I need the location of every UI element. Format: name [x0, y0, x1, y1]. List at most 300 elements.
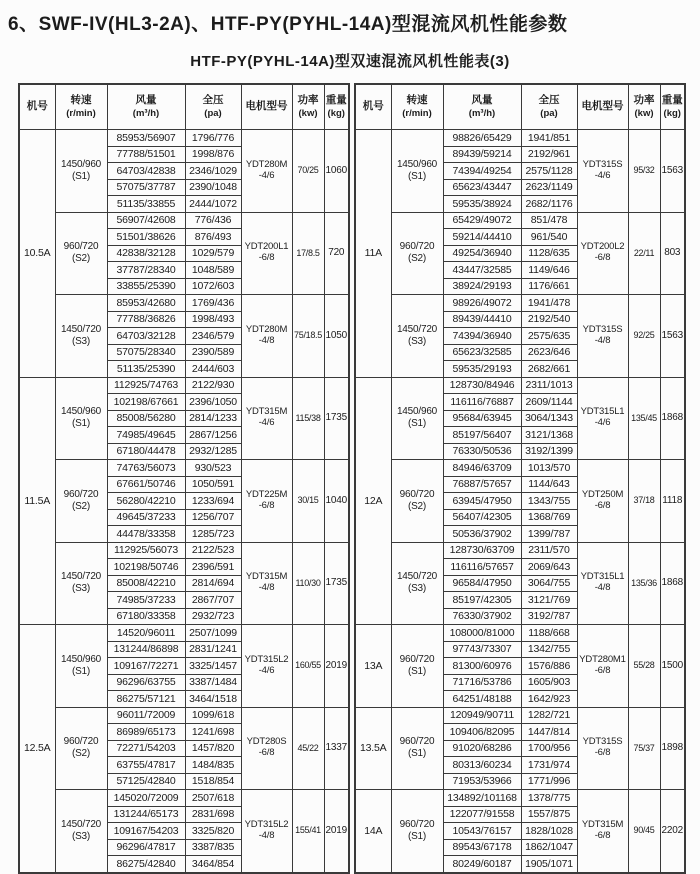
- speed-value: 1450/720: [60, 323, 102, 335]
- motor-model-line2: -4/6: [258, 169, 275, 181]
- air-volume-cell: 76330/37902: [443, 608, 521, 625]
- machine-no-cell: 13A: [355, 625, 391, 708]
- motor-model-cell: [577, 130, 628, 213]
- air-volume-cell: 116116/57657: [443, 559, 521, 576]
- table-row: [19, 542, 349, 559]
- air-volume-cell: 43447/32585: [443, 262, 521, 279]
- motor-model-line2: -6/8: [594, 747, 611, 759]
- total-pressure-cell: 876/493: [185, 229, 241, 246]
- machine-no-cell: 10.5A: [19, 130, 55, 378]
- speed-cell: [391, 707, 443, 790]
- speed-mode-label: (S2): [71, 253, 91, 265]
- total-pressure-cell: 1862/1047: [521, 839, 577, 856]
- machine-no-cell: 14A: [355, 790, 391, 873]
- total-pressure-cell: 2932/723: [185, 608, 241, 625]
- total-pressure-cell: 2831/1241: [185, 641, 241, 658]
- speed-cell: [391, 542, 443, 625]
- motor-model-line2: -4/8: [594, 582, 611, 594]
- air-volume-cell: 131244/65173: [107, 806, 185, 823]
- motor-model-cell: [577, 707, 628, 790]
- power-cell: 155/41: [292, 790, 324, 873]
- motor-model-line2: -6/8: [594, 499, 611, 511]
- air-volume-cell: 65623/43447: [443, 179, 521, 196]
- total-pressure-cell: 2575/1128: [521, 163, 577, 180]
- motor-model-line2: -4/6: [594, 417, 611, 429]
- total-pressure-cell: 776/436: [185, 212, 241, 229]
- air-volume-cell: 116116/76887: [443, 394, 521, 411]
- total-pressure-cell: 1343/755: [521, 493, 577, 510]
- total-pressure-cell: 2396/591: [185, 559, 241, 576]
- speed-cell: [391, 625, 443, 708]
- speed-mode-label: (S1): [407, 665, 427, 677]
- power-cell: 110/30: [292, 542, 324, 625]
- total-pressure-cell: 1188/668: [521, 625, 577, 642]
- motor-model-line1: YDT200L1: [244, 241, 289, 253]
- motor-model-line2: -4/8: [258, 582, 275, 594]
- table-row: [355, 377, 685, 394]
- motor-model-cell: [577, 460, 628, 543]
- machine-no-cell: 11A: [355, 130, 391, 378]
- air-volume-cell: 74763/56073: [107, 460, 185, 477]
- motor-model-line2: -4/8: [258, 829, 275, 841]
- total-pressure-cell: 2192/540: [521, 311, 577, 328]
- total-pressure-cell: 3387/1484: [185, 674, 241, 691]
- motor-model-line1: YDT280S: [246, 736, 287, 748]
- motor-model-line1: YDT280M1: [579, 653, 626, 665]
- air-volume-cell: 14520/96011: [107, 625, 185, 642]
- total-pressure-cell: 1378/775: [521, 790, 577, 807]
- weight-cell: 1337: [324, 707, 349, 790]
- power-cell: 45/22: [292, 707, 324, 790]
- power-cell: 135/45: [628, 377, 660, 460]
- air-volume-cell: 76330/50536: [443, 443, 521, 460]
- air-volume-cell: 85197/42305: [443, 592, 521, 609]
- power-cell: 22/11: [628, 212, 660, 295]
- speed-cell: [391, 130, 443, 213]
- total-pressure-cell: 1072/603: [185, 278, 241, 295]
- air-volume-cell: 74985/49645: [107, 427, 185, 444]
- air-volume-cell: 65623/32585: [443, 344, 521, 361]
- motor-model-cell: [241, 790, 292, 873]
- table-row: [355, 295, 685, 312]
- air-volume-cell: 81300/60976: [443, 658, 521, 675]
- weight-cell: 1118: [660, 460, 685, 543]
- total-pressure-cell: 1457/820: [185, 740, 241, 757]
- total-pressure-cell: 2390/1048: [185, 179, 241, 196]
- air-volume-cell: 51135/25390: [107, 361, 185, 378]
- motor-model-line2: -6/8: [594, 252, 611, 264]
- total-pressure-cell: 1285/723: [185, 526, 241, 543]
- speed-mode-label: (S2): [71, 748, 91, 760]
- total-pressure-cell: 2609/1144: [521, 394, 577, 411]
- air-volume-cell: 80313/60234: [443, 757, 521, 774]
- motor-model-line2: -6/8: [258, 499, 275, 511]
- air-volume-cell: 65429/49072: [443, 212, 521, 229]
- speed-value: 1450/960: [396, 406, 438, 418]
- air-volume-cell: 74985/37233: [107, 592, 185, 609]
- air-volume-cell: 56280/42210: [107, 493, 185, 510]
- total-pressure-cell: 3192/1399: [521, 443, 577, 460]
- total-pressure-cell: 2444/1072: [185, 196, 241, 213]
- air-volume-cell: 56907/42608: [107, 212, 185, 229]
- table-row: [19, 130, 349, 147]
- total-pressure-cell: 1342/755: [521, 641, 577, 658]
- motor-model-line1: YDT315L1: [580, 571, 625, 583]
- speed-cell: [55, 130, 107, 213]
- total-pressure-cell: 1233/694: [185, 493, 241, 510]
- total-pressure-cell: 1731/974: [521, 757, 577, 774]
- table-subtitle: HTF-PY(PYHL-14A)型双速混流风机性能表(3): [190, 53, 510, 70]
- motor-model-line1: YDT315M: [245, 571, 288, 583]
- total-pressure-cell: 2814/1233: [185, 410, 241, 427]
- weight-cell: 1735: [324, 377, 349, 460]
- air-volume-cell: 59214/44410: [443, 229, 521, 246]
- air-volume-cell: 57075/28340: [107, 344, 185, 361]
- col-header-machine: 机号: [19, 84, 55, 130]
- speed-cell: [55, 790, 107, 873]
- speed-value: 1450/720: [60, 571, 102, 583]
- machine-no-cell: 13.5A: [355, 707, 391, 790]
- speed-value: 960/720: [399, 488, 435, 500]
- col-header-motor: 电机型号: [241, 84, 292, 130]
- total-pressure-cell: 1050/591: [185, 476, 241, 493]
- air-volume-cell: 37787/28340: [107, 262, 185, 279]
- air-volume-cell: 109167/72271: [107, 658, 185, 675]
- air-volume-cell: 74394/49254: [443, 163, 521, 180]
- total-pressure-cell: 1605/903: [521, 674, 577, 691]
- air-volume-cell: 57125/42840: [107, 773, 185, 790]
- col-header-motor: 电机型号: [577, 84, 628, 130]
- total-pressure-cell: 1998/493: [185, 311, 241, 328]
- speed-mode-label: (S2): [407, 253, 427, 265]
- motor-model-line1: YDT250M: [581, 488, 624, 500]
- table-row: [19, 295, 349, 312]
- air-volume-cell: 96584/47950: [443, 575, 521, 592]
- total-pressure-cell: 2623/1149: [521, 179, 577, 196]
- air-volume-cell: 86275/42840: [107, 856, 185, 873]
- motor-model-line1: YDT315L1: [580, 406, 625, 418]
- power-cell: 17/8.5: [292, 212, 324, 295]
- total-pressure-cell: 1941/478: [521, 295, 577, 312]
- table-row: [355, 212, 685, 229]
- air-volume-cell: 95684/63945: [443, 410, 521, 427]
- total-pressure-cell: 2814/694: [185, 575, 241, 592]
- motor-model-cell: [241, 625, 292, 708]
- speed-mode-label: (S3): [71, 335, 91, 347]
- air-volume-cell: 59535/38924: [443, 196, 521, 213]
- total-pressure-cell: 1241/698: [185, 724, 241, 741]
- air-volume-cell: 109406/82095: [443, 724, 521, 741]
- total-pressure-cell: 3121/1368: [521, 427, 577, 444]
- total-pressure-cell: 3064/755: [521, 575, 577, 592]
- air-volume-cell: 67661/50746: [107, 476, 185, 493]
- weight-cell: 1563: [660, 295, 685, 378]
- air-volume-cell: 134892/101168: [443, 790, 521, 807]
- header-row: [355, 84, 685, 130]
- power-cell: 30/15: [292, 460, 324, 543]
- total-pressure-cell: 2932/1285: [185, 443, 241, 460]
- total-pressure-cell: 1144/643: [521, 476, 577, 493]
- motor-model-line2: -4/6: [258, 417, 275, 429]
- performance-table-right: [354, 83, 686, 874]
- power-cell: 135/36: [628, 542, 660, 625]
- col-header-machine: 机号: [355, 84, 391, 130]
- air-volume-cell: 64703/32128: [107, 328, 185, 345]
- speed-cell: [55, 707, 107, 790]
- total-pressure-cell: 3387/835: [185, 839, 241, 856]
- motor-model-cell: [577, 542, 628, 625]
- col-header-weight: 重量 (kg): [660, 84, 685, 130]
- col-header-pressure: 全压 (pa): [521, 84, 577, 130]
- col-header-speed: 转速 (r/min): [391, 84, 443, 130]
- total-pressure-cell: 2311/570: [521, 542, 577, 559]
- table-row: [355, 130, 685, 147]
- speed-mode-label: (S3): [71, 583, 91, 595]
- speed-value: 960/720: [399, 818, 435, 830]
- table-row: [19, 212, 349, 229]
- speed-value: 960/720: [399, 736, 435, 748]
- air-volume-cell: 96296/47817: [107, 839, 185, 856]
- total-pressure-cell: 1176/661: [521, 278, 577, 295]
- total-pressure-cell: 2507/1099: [185, 625, 241, 642]
- speed-value: 1450/960: [396, 158, 438, 170]
- total-pressure-cell: 1771/996: [521, 773, 577, 790]
- speed-mode-label: (S3): [407, 583, 427, 595]
- speed-value: 1450/960: [60, 406, 102, 418]
- total-pressure-cell: 3192/787: [521, 608, 577, 625]
- speed-mode-label: (S3): [407, 335, 427, 347]
- power-cell: 92/25: [628, 295, 660, 378]
- speed-mode-label: (S1): [71, 665, 91, 677]
- air-volume-cell: 42838/32128: [107, 245, 185, 262]
- weight-cell: 1868: [660, 542, 685, 625]
- table-row: [355, 542, 685, 559]
- motor-model-cell: [241, 212, 292, 295]
- air-volume-cell: 122077/91558: [443, 806, 521, 823]
- page-title: 6、SWF-IV(HL3-2A)、HTF-PY(PYHL-14A)型混流风机性能参数: [8, 14, 568, 35]
- speed-value: 960/720: [63, 736, 99, 748]
- table-row: [355, 460, 685, 477]
- tables-container: [18, 83, 682, 874]
- air-volume-cell: 86989/65173: [107, 724, 185, 741]
- speed-cell: [55, 295, 107, 378]
- power-cell: 37/18: [628, 460, 660, 543]
- power-cell: 70/25: [292, 130, 324, 213]
- air-volume-cell: 128730/63709: [443, 542, 521, 559]
- total-pressure-cell: 1256/707: [185, 509, 241, 526]
- speed-mode-label: (S1): [407, 418, 427, 430]
- air-volume-cell: 76887/57657: [443, 476, 521, 493]
- power-cell: 95/32: [628, 130, 660, 213]
- total-pressure-cell: 2507/618: [185, 790, 241, 807]
- machine-no-cell: 12A: [355, 377, 391, 625]
- power-cell: 115/38: [292, 377, 324, 460]
- table-row: [355, 625, 685, 642]
- total-pressure-cell: 2682/1176: [521, 196, 577, 213]
- total-pressure-cell: 851/478: [521, 212, 577, 229]
- total-pressure-cell: 1998/876: [185, 146, 241, 163]
- air-volume-cell: 89439/59214: [443, 146, 521, 163]
- air-volume-cell: 72271/54203: [107, 740, 185, 757]
- table-row: [19, 460, 349, 477]
- speed-cell: [391, 377, 443, 460]
- air-volume-cell: 85953/42680: [107, 295, 185, 312]
- table-row: [19, 707, 349, 724]
- col-header-power: 功率 (kw): [292, 84, 324, 130]
- speed-mode-label: (S2): [71, 500, 91, 512]
- air-volume-cell: 57075/37787: [107, 179, 185, 196]
- speed-mode-label: (S1): [71, 418, 91, 430]
- total-pressure-cell: 2575/635: [521, 328, 577, 345]
- speed-cell: [55, 460, 107, 543]
- weight-cell: 1040: [324, 460, 349, 543]
- air-volume-cell: 67180/44478: [107, 443, 185, 460]
- col-header-flow: 风量 (m³/h): [107, 84, 185, 130]
- total-pressure-cell: 1368/769: [521, 509, 577, 526]
- weight-cell: 2019: [324, 790, 349, 873]
- total-pressure-cell: 2122/930: [185, 377, 241, 394]
- air-volume-cell: 96296/63755: [107, 674, 185, 691]
- air-volume-cell: 131244/86898: [107, 641, 185, 658]
- air-volume-cell: 102198/50746: [107, 559, 185, 576]
- total-pressure-cell: 1796/776: [185, 130, 241, 147]
- motor-model-line1: YDT315S: [582, 736, 623, 748]
- total-pressure-cell: 2069/643: [521, 559, 577, 576]
- speed-mode-label: (S2): [407, 500, 427, 512]
- air-volume-cell: 84946/63709: [443, 460, 521, 477]
- motor-model-line1: YDT200L2: [580, 241, 625, 253]
- air-volume-cell: 63945/47950: [443, 493, 521, 510]
- motor-model-cell: [577, 295, 628, 378]
- total-pressure-cell: 3064/1343: [521, 410, 577, 427]
- weight-cell: 1500: [660, 625, 685, 708]
- air-volume-cell: 74394/36940: [443, 328, 521, 345]
- total-pressure-cell: 2390/589: [185, 344, 241, 361]
- air-volume-cell: 98826/65429: [443, 130, 521, 147]
- total-pressure-cell: 3325/1457: [185, 658, 241, 675]
- motor-model-line2: -4/8: [258, 334, 275, 346]
- speed-mode-label: (S3): [71, 830, 91, 842]
- weight-cell: 1735: [324, 542, 349, 625]
- total-pressure-cell: 2682/661: [521, 361, 577, 378]
- col-header-weight: 重量 (kg): [324, 84, 349, 130]
- speed-cell: [391, 460, 443, 543]
- speed-mode-label: (S1): [71, 170, 91, 182]
- weight-cell: 2202: [660, 790, 685, 873]
- total-pressure-cell: 1484/835: [185, 757, 241, 774]
- motor-model-line2: -4/8: [594, 334, 611, 346]
- air-volume-cell: 71716/53786: [443, 674, 521, 691]
- col-header-flow: 风量 (m³/h): [443, 84, 521, 130]
- air-volume-cell: 56407/42305: [443, 509, 521, 526]
- table-row: [19, 625, 349, 642]
- total-pressure-cell: 2831/698: [185, 806, 241, 823]
- speed-value: 1450/960: [60, 158, 102, 170]
- total-pressure-cell: 3464/854: [185, 856, 241, 873]
- motor-model-cell: [241, 377, 292, 460]
- speed-cell: [55, 542, 107, 625]
- motor-model-line1: YDT315L2: [244, 818, 289, 830]
- motor-model-line1: YDT315S: [582, 323, 623, 335]
- motor-model-line1: YDT280M: [245, 323, 288, 335]
- speed-value: 1450/960: [60, 653, 102, 665]
- power-cell: 90/45: [628, 790, 660, 873]
- air-volume-cell: 112925/56073: [107, 542, 185, 559]
- machine-no-cell: 11.5A: [19, 377, 55, 625]
- speed-value: 1450/720: [60, 818, 102, 830]
- air-volume-cell: 77788/51501: [107, 146, 185, 163]
- air-volume-cell: 49254/36940: [443, 245, 521, 262]
- speed-cell: [55, 625, 107, 708]
- weight-cell: 1868: [660, 377, 685, 460]
- total-pressure-cell: 2192/961: [521, 146, 577, 163]
- air-volume-cell: 59535/29193: [443, 361, 521, 378]
- air-volume-cell: 112925/74763: [107, 377, 185, 394]
- total-pressure-cell: 3121/769: [521, 592, 577, 609]
- motor-model-cell: [241, 542, 292, 625]
- speed-value: 960/720: [399, 241, 435, 253]
- table-row: [19, 790, 349, 807]
- air-volume-cell: 89439/44410: [443, 311, 521, 328]
- speed-cell: [391, 295, 443, 378]
- total-pressure-cell: 1700/956: [521, 740, 577, 757]
- power-cell: 160/55: [292, 625, 324, 708]
- motor-model-cell: [577, 212, 628, 295]
- motor-model-cell: [241, 460, 292, 543]
- total-pressure-cell: 3464/1518: [185, 691, 241, 708]
- total-pressure-cell: 1013/570: [521, 460, 577, 477]
- air-volume-cell: 108000/81000: [443, 625, 521, 642]
- air-volume-cell: 49645/37233: [107, 509, 185, 526]
- motor-model-line2: -4/6: [258, 664, 275, 676]
- air-volume-cell: 38924/29193: [443, 278, 521, 295]
- motor-model-line2: -6/8: [258, 252, 275, 264]
- speed-value: 1450/720: [396, 571, 438, 583]
- total-pressure-cell: 1941/851: [521, 130, 577, 147]
- air-volume-cell: 85008/56280: [107, 410, 185, 427]
- motor-model-cell: [577, 790, 628, 873]
- motor-model-line1: YDT315S: [582, 158, 623, 170]
- col-header-power: 功率 (kw): [628, 84, 660, 130]
- total-pressure-cell: 961/540: [521, 229, 577, 246]
- power-cell: 55/28: [628, 625, 660, 708]
- air-volume-cell: 50536/37902: [443, 526, 521, 543]
- total-pressure-cell: 1399/787: [521, 526, 577, 543]
- motor-model-line1: YDT315L2: [244, 653, 289, 665]
- air-volume-cell: 80249/60187: [443, 856, 521, 873]
- air-volume-cell: 64703/42838: [107, 163, 185, 180]
- air-volume-cell: 77788/36826: [107, 311, 185, 328]
- air-volume-cell: 102198/67661: [107, 394, 185, 411]
- motor-model-line2: -6/8: [594, 664, 611, 676]
- total-pressure-cell: 2867/1256: [185, 427, 241, 444]
- weight-cell: 1060: [324, 130, 349, 213]
- air-volume-cell: 85953/56907: [107, 130, 185, 147]
- power-cell: 75/18.5: [292, 295, 324, 378]
- speed-value: 960/720: [63, 241, 99, 253]
- motor-model-line1: YDT225M: [245, 488, 288, 500]
- speed-mode-label: (S1): [407, 830, 427, 842]
- air-volume-cell: 64251/48188: [443, 691, 521, 708]
- speed-value: 960/720: [399, 653, 435, 665]
- air-volume-cell: 128730/84946: [443, 377, 521, 394]
- speed-cell: [55, 377, 107, 460]
- speed-cell: [55, 212, 107, 295]
- total-pressure-cell: 2346/1029: [185, 163, 241, 180]
- motor-model-cell: [241, 707, 292, 790]
- air-volume-cell: 71953/53966: [443, 773, 521, 790]
- header-row: [19, 84, 349, 130]
